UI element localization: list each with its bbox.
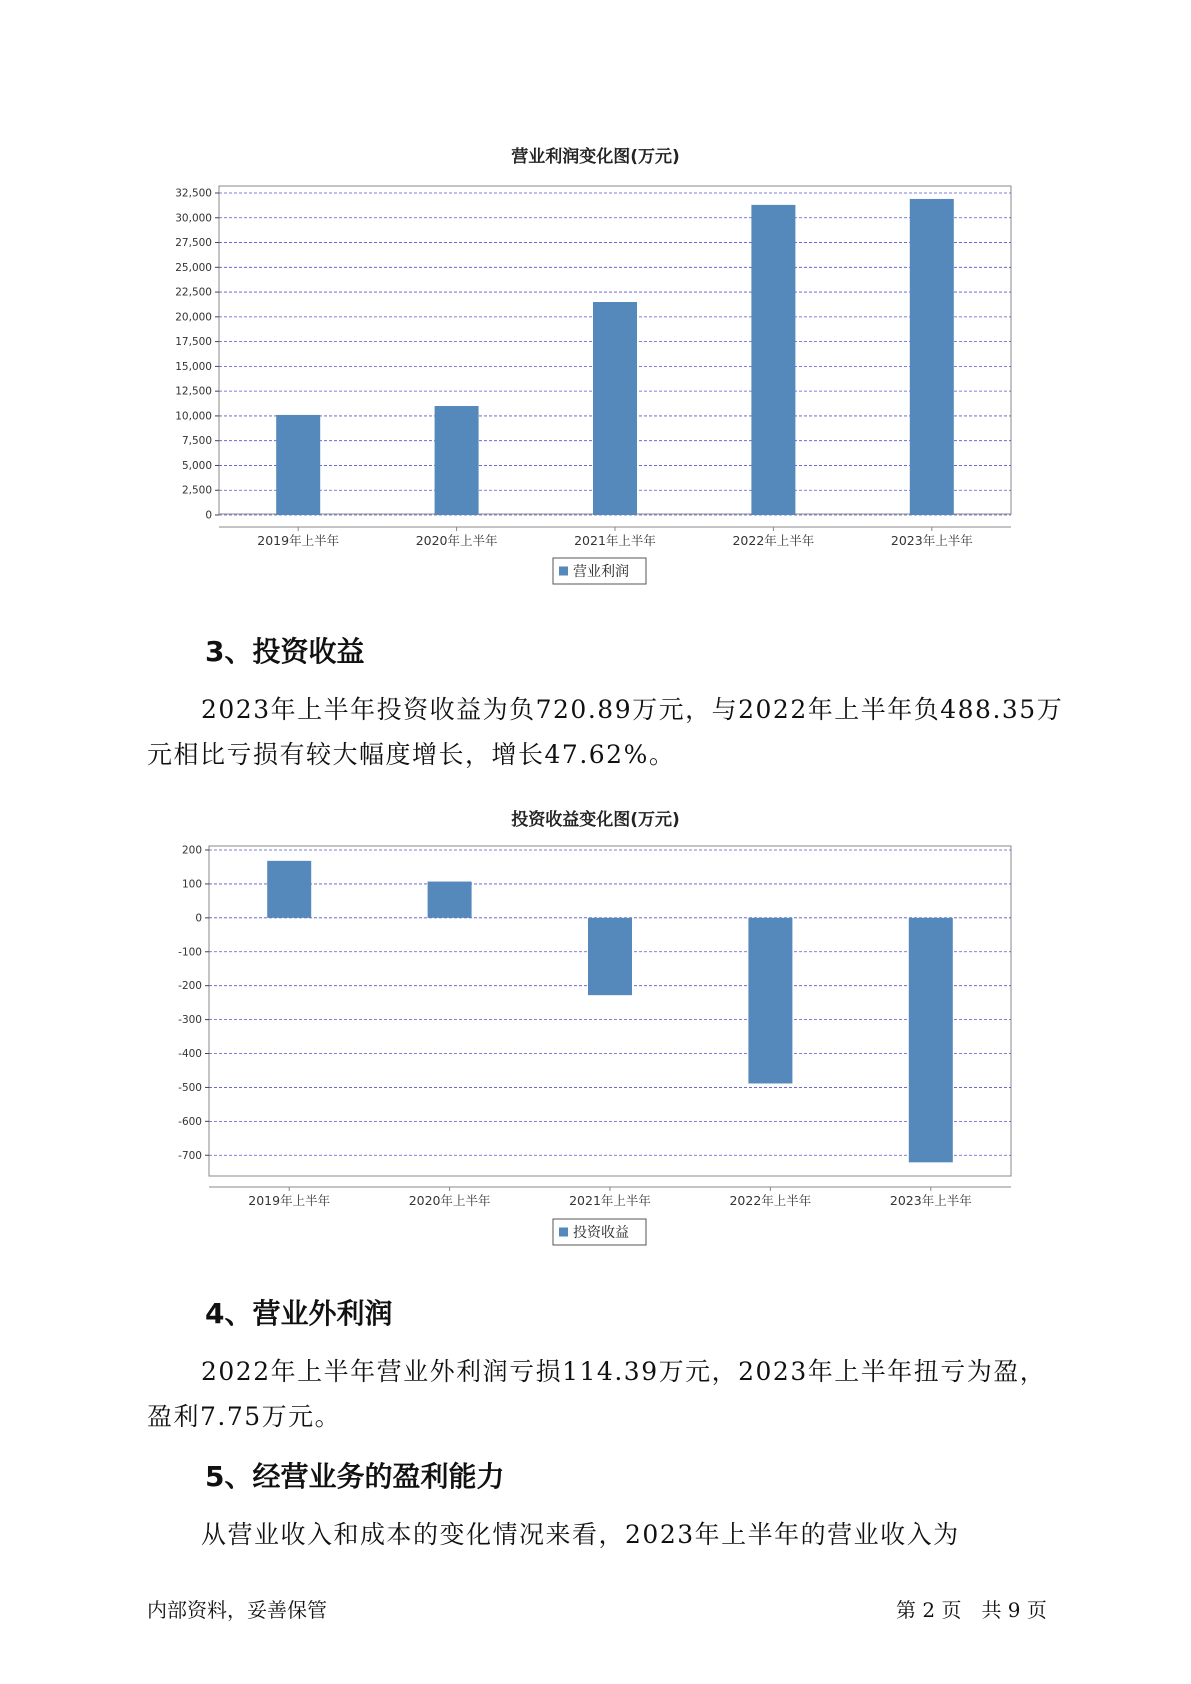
x-tick-label: 2019年上半年 bbox=[248, 1193, 331, 1208]
y-tick-label: 10,000 bbox=[175, 410, 212, 423]
x-tick-label: 2019年上半年 bbox=[257, 533, 340, 548]
y-tick-label: -500 bbox=[178, 1081, 202, 1094]
y-tick-label: 200 bbox=[181, 844, 202, 857]
x-tick-label: 2020年上半年 bbox=[415, 533, 498, 548]
y-tick-label: 32,500 bbox=[175, 187, 212, 200]
y-tick-label: -700 bbox=[178, 1149, 202, 1162]
legend-label: 投资收益 bbox=[573, 1225, 629, 1241]
investment-income-chart bbox=[0, 830, 1191, 1250]
y-tick-label: 0 bbox=[205, 509, 212, 522]
y-tick-label: 27,500 bbox=[175, 237, 212, 250]
y-tick-label: -600 bbox=[178, 1115, 202, 1128]
y-tick-label: 22,500 bbox=[175, 286, 212, 299]
y-tick-label: 25,000 bbox=[175, 261, 212, 274]
bar-4 bbox=[751, 205, 795, 515]
legend-swatch bbox=[559, 1228, 568, 1237]
legend-label: 营业利润 bbox=[573, 564, 629, 580]
x-tick-label: 2023年上半年 bbox=[890, 533, 973, 548]
section3-paragraph-line1: 2023年上半年投资收益为负720.89万元，与2022年上半年负488.35万 bbox=[201, 695, 1064, 724]
bar-2 bbox=[428, 882, 472, 918]
bar-5 bbox=[909, 918, 953, 1163]
section4-paragraph-line2: 盈利7.75万元。 bbox=[147, 1402, 342, 1431]
y-tick-label: 5,000 bbox=[181, 459, 212, 472]
y-tick-label: 12,500 bbox=[175, 385, 212, 398]
y-tick-label: 2,500 bbox=[181, 484, 212, 497]
bar-3 bbox=[593, 302, 637, 515]
bar-3 bbox=[588, 918, 632, 995]
footer-confidential: 内部资料，妥善保管 bbox=[147, 1598, 327, 1622]
section3-paragraph-line2: 元相比亏损有较大幅度增长，增长47.62%。 bbox=[147, 740, 676, 769]
section4-paragraph-line1: 2022年上半年营业外利润亏损114.39万元，2023年上半年扭亏为盈， bbox=[201, 1357, 1047, 1386]
x-tick-label: 2022年上半年 bbox=[732, 533, 815, 548]
bar-1 bbox=[267, 861, 311, 918]
section4-heading: 4、营业外利润 bbox=[205, 1297, 393, 1330]
section3-heading: 3、投资收益 bbox=[205, 635, 365, 668]
y-tick-label: -200 bbox=[178, 980, 202, 993]
chart1-title: 营业利润变化图(万元) bbox=[511, 147, 680, 167]
y-tick-label: 20,000 bbox=[175, 311, 212, 324]
y-tick-label: -100 bbox=[178, 946, 202, 959]
y-tick-label: -300 bbox=[178, 1014, 202, 1027]
bar-4 bbox=[748, 918, 792, 1084]
y-tick-label: 100 bbox=[181, 878, 202, 891]
y-tick-label: 17,500 bbox=[175, 336, 212, 349]
x-tick-label: 2021年上半年 bbox=[574, 533, 656, 548]
x-tick-label: 2023年上半年 bbox=[889, 1193, 972, 1208]
x-tick-label: 2020年上半年 bbox=[408, 1193, 491, 1208]
section5-heading: 5、经营业务的盈利能力 bbox=[205, 1460, 505, 1493]
chart2-title: 投资收益变化图(万元) bbox=[511, 810, 680, 830]
legend-swatch bbox=[559, 567, 568, 576]
footer-page-number: 第 2 页 共 9 页 bbox=[896, 1598, 1047, 1622]
x-tick-label: 2022年上半年 bbox=[729, 1193, 812, 1208]
bar-5 bbox=[910, 199, 954, 515]
bar-1 bbox=[276, 415, 320, 515]
operating-profit-chart bbox=[0, 0, 1191, 600]
x-tick-label: 2021年上半年 bbox=[569, 1193, 651, 1208]
plot-frame bbox=[209, 846, 1011, 1176]
section5-paragraph-line1: 从营业收入和成本的变化情况来看，2023年上半年的营业收入为 bbox=[201, 1520, 960, 1549]
y-tick-label: 15,000 bbox=[175, 360, 212, 373]
bar-2 bbox=[435, 406, 479, 515]
y-tick-label: -400 bbox=[178, 1048, 202, 1061]
y-tick-label: 30,000 bbox=[175, 212, 212, 225]
y-tick-label: 7,500 bbox=[181, 435, 212, 448]
y-tick-label: 0 bbox=[195, 912, 202, 925]
